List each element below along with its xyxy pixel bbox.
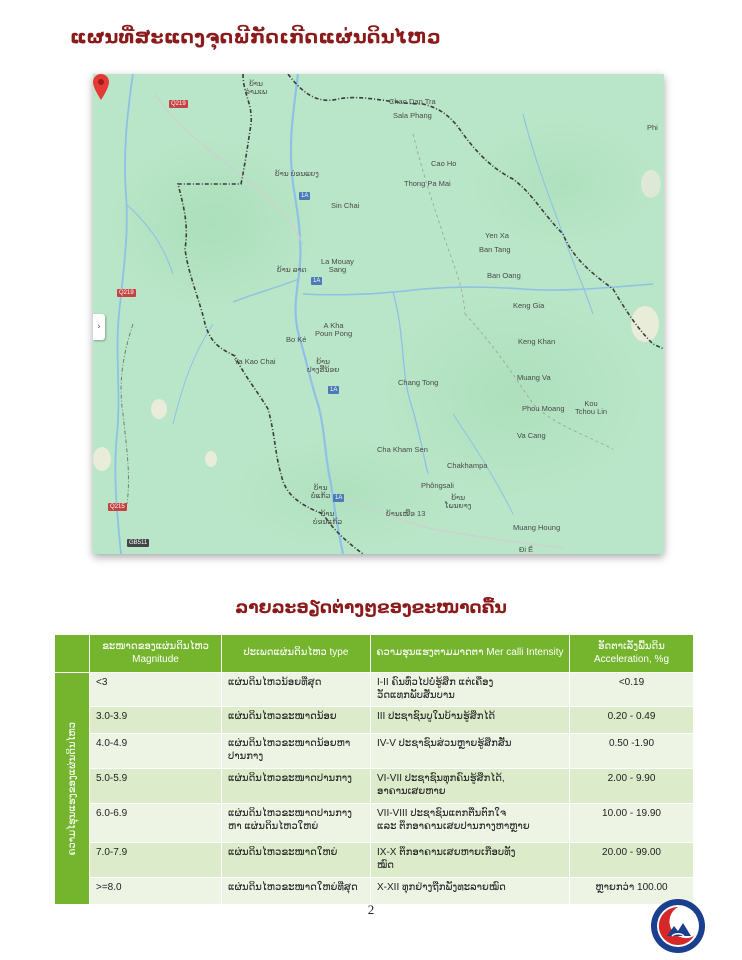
road-badge: Q215 [110, 504, 125, 510]
type-cell: ແຜ່ນດິນໄຫວຂະໜາດໃຫຍ່ [222, 843, 371, 878]
type-cell: ແຜ່ນດິນໄຫວນ້ອຍທີ່ສຸດ [222, 673, 371, 707]
side-label-cell [55, 673, 90, 905]
table-header-row [55, 635, 694, 673]
road-badge: Q219 [171, 101, 186, 107]
map-label: ບ້ານ ລ່າມເພ [245, 79, 268, 96]
road-badge: GB511 [129, 540, 148, 546]
column-header-type: ປະເພດແຜ່ນດິນໄຫວ type [222, 635, 371, 673]
intensity-cell: VII-VIII ປະຊາຊົນແຕກຕື່ນຕົກໃຈ ແລະ ຕຶກອາຄານເສຍປານກາງຫາຫຼາຍ [371, 804, 570, 843]
map-label: Sala Phang [393, 111, 432, 120]
intensity-cell: IV-V ປະຊາຊົນສ່ວນຫຼາຍຮູ້ສຶກສັ່ນ [371, 734, 570, 769]
acceleration-cell: 20.00 - 99.00 [570, 843, 694, 878]
magnitude-table [54, 634, 694, 905]
column-header-acceleration: ອັດຕາເລັ່ງພື້ນດິນ Acceleration, %g [570, 635, 694, 673]
map-label: ບ້ານ ປາງຮີ່ນ້ອຍ [307, 357, 340, 374]
map-label: Ya Kao Chai [234, 357, 276, 366]
magnitude-cell: 7.0-7.9 [90, 843, 222, 878]
table-row [55, 734, 694, 769]
map-label: Đi Ế [519, 545, 534, 554]
map-label: ບ້ານ ບໍ່ແກ້ວ [311, 483, 331, 500]
chevron-right-icon: › [97, 322, 101, 332]
magnitude-cell: 6.0-6.9 [90, 804, 222, 843]
map-label: ບ້ານ ໂພນຍາງ [445, 493, 472, 510]
map-label: Ban Oang [487, 271, 521, 280]
map-label: ບ້ານ ບ່ອນແຍງ [275, 169, 319, 178]
column-header-magnitude: ຂະໜາດຂອງແຜ່ນດິນໄຫວ Magnitude [90, 635, 222, 673]
road-badge: 1A [313, 278, 321, 284]
table-row [55, 707, 694, 734]
type-cell: ແຜ່ນດິນໄຫວຂະໜາດນ້ອຍຫາ ປານກາງ [222, 734, 371, 769]
table-corner [55, 635, 90, 673]
road-badge: Q219 [119, 290, 134, 296]
acceleration-cell: 2.00 - 9.90 [570, 769, 694, 804]
page-title: ແຜນທີ່ສະແດງຈຸດພີກັດເກີດແຜ່ນດິນໄຫວ [70, 26, 441, 48]
map-label: Chao Dan Tra [389, 97, 436, 106]
page-number: 2 [367, 902, 375, 917]
map-label: Cha Kham Sen [377, 445, 428, 454]
map-label: Sin Chai [331, 201, 360, 210]
map-label: Chang Tong [398, 378, 439, 387]
map-label: La Mouay Sang [321, 257, 354, 274]
department-logo-icon [650, 898, 706, 954]
table-row [55, 804, 694, 843]
type-cell: ແຜ່ນດິນໄຫວຂະໜາດນ້ອຍ [222, 707, 371, 734]
type-cell: ແຜ່ນດິນໄຫວຂະໜາດປານກາງ ຫາ ແຜ່ນດິນໄຫວໃຫຍ່ [222, 804, 371, 843]
road-badge: 1A [330, 387, 338, 393]
map-label: Yen Xa [485, 231, 509, 240]
road-badge: 1A [301, 193, 309, 199]
map-label: Thong Pa Mai [404, 179, 451, 188]
map-pin-icon[interactable] [93, 74, 109, 100]
column-header-intensity: ຄວາມຮຸນແຮງຕາມມາດຕາ Mer calli Intensity [371, 635, 570, 673]
table-row [55, 843, 694, 878]
acceleration-cell: 0.20 - 0.49 [570, 707, 694, 734]
map-label: ບ້ານ ລາດ [277, 265, 307, 274]
map-label: A Kha Poun Pong [315, 321, 353, 338]
map-canvas[interactable] [93, 74, 664, 554]
acceleration-cell: <0.19 [570, 673, 694, 707]
magnitude-cell: >=8.0 [90, 878, 222, 905]
road-badge: 1A [335, 495, 343, 501]
acceleration-cell: 10.00 - 19.90 [570, 804, 694, 843]
acceleration-cell: 0.50 -1.90 [570, 734, 694, 769]
map-label: Ban Tang [479, 245, 511, 254]
map-label: Bo Ké [286, 335, 307, 344]
magnitude-cell: 4.0-4.9 [90, 734, 222, 769]
intensity-cell: I-II ຄົນທົ່ວໄປບໍ່ຮູ້ສຶກ ແຕ່ເຄື່ອງ ວັດແທກພັບສັ່ນບານ [371, 673, 570, 707]
map-view[interactable] [93, 74, 664, 554]
acceleration-cell: ຫຼາຍກວ່າ 100.00 [570, 878, 694, 905]
map-label: Keng Khan [518, 337, 556, 346]
side-label: ຄວາມໄຮຸນແຮງຂອງແຜ່ນດິນໄຫວ [66, 721, 78, 856]
map-label: Va Cang [517, 431, 546, 440]
table-row [55, 769, 694, 804]
map-label: ບ້ານເໜືອ 13 [386, 509, 426, 518]
section-title: ລາຍລະອຽດຕ່າງໆຂອງຂະໜາດຄື້ນ [235, 598, 507, 618]
magnitude-cell: 5.0-5.9 [90, 769, 222, 804]
magnitude-cell: <3 [90, 673, 222, 707]
intensity-cell: VI-VII ປະຊາຊົນທຸກຄົນຮູ້ສຶກໄດ້, ອາຄານເສຍຫາຍ [371, 769, 570, 804]
magnitude-cell: 3.0-3.9 [90, 707, 222, 734]
table-row [55, 878, 694, 905]
type-cell: ແຜ່ນດິນໄຫວຂະໜາດໃຫຍ່ທີ່ສຸດ [222, 878, 371, 905]
type-cell: ແຜ່ນດິນໄຫວຂະໜາດປານກາງ [222, 769, 371, 804]
map-label: Phou Moang [522, 404, 565, 413]
map-label: Kou Tchou Lin [575, 399, 608, 416]
map-label: Phi [647, 123, 658, 132]
map-label: Phôngsali [421, 481, 454, 490]
panel-collapse-button[interactable] [93, 314, 105, 340]
map-label: Muang Houng [513, 523, 561, 532]
map-label: ບ້ານ ບ່ອນແກ້ວ [313, 509, 343, 526]
map-label: Muang Va [517, 373, 551, 382]
map-label: Cao Ho [431, 159, 457, 168]
intensity-cell: X-XII ທຸກຢ່າງຖືກພັງທະລາຍໝົດ [371, 878, 570, 905]
map-label: Chakhampa [447, 461, 488, 470]
map-label: Keng Gia [513, 301, 545, 310]
intensity-cell: IX-X ຕຶກອາຄານເສຍຫາຍເກືອບທັງ ໝົດ [371, 843, 570, 878]
intensity-cell: III ປະຊາຊົນບູໃນບ້ານຮູ້ສຶກໄດ້ [371, 707, 570, 734]
table-row [55, 673, 694, 707]
